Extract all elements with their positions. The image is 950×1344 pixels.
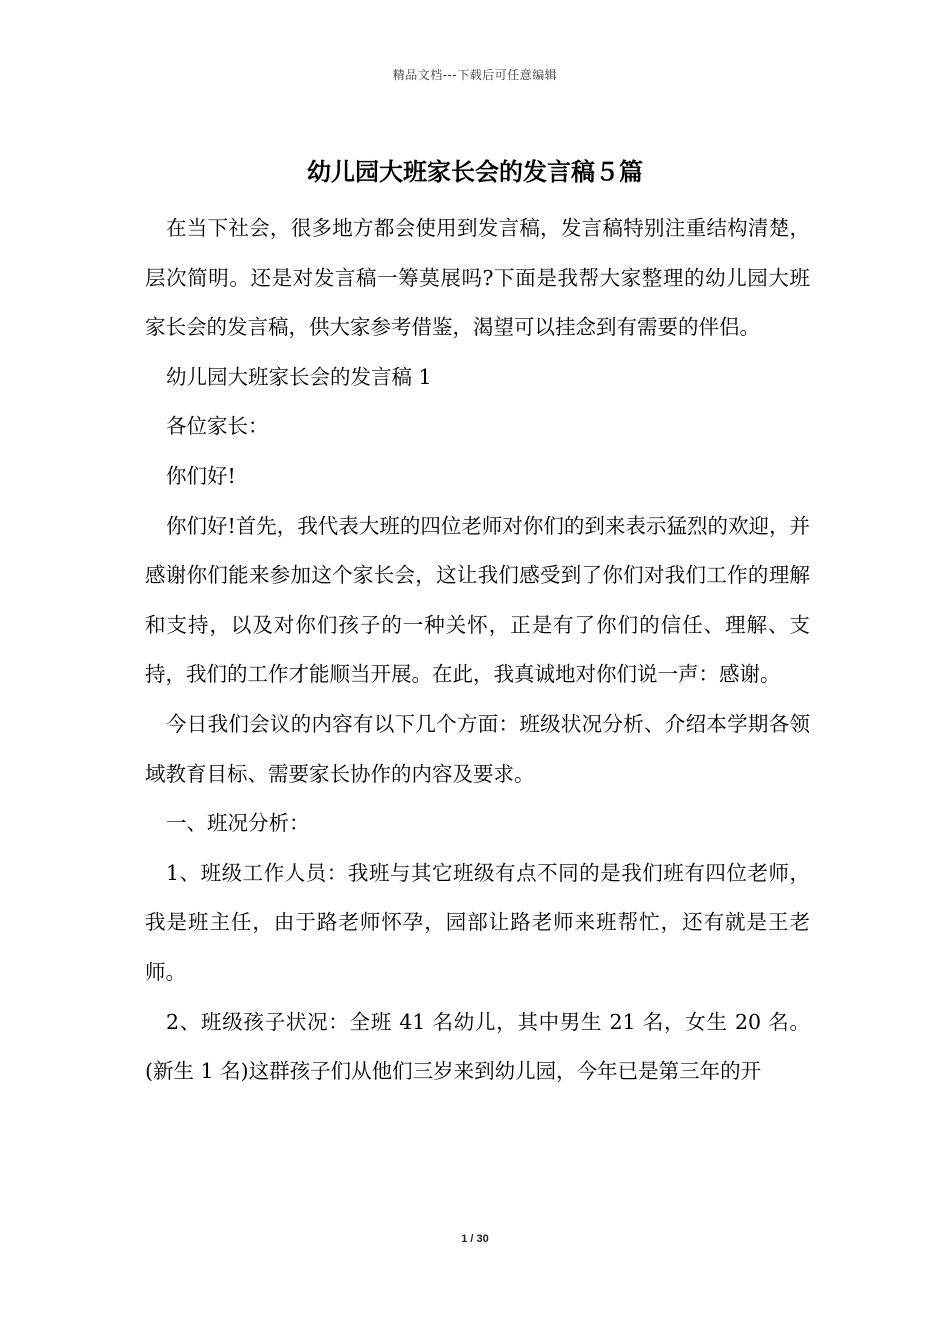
paragraph-class-staff: 1、班级工作人员：我班与其它班级有点不同的是我们班有四位老师，我是班主任，由于路老师怀孕，园部让路老师来班帮忙，还有就是王老师。 — [145, 860, 810, 984]
paragraph-class-children: 2、班级孩子状况：全班 41 名幼儿，其中男生 21 名，女生 20 名。(新生 1 名)这群孩子们从他们三岁来到幼儿园，今年已是第三年的开 — [145, 1009, 810, 1084]
paragraph-greeting: 你们好! — [166, 463, 236, 488]
page-number: 1 / 30 — [461, 1233, 489, 1245]
paragraph-agenda: 今日我们会议的内容有以下几个方面：班级状况分析、介绍本学期各领域教育目标、需要家长协作的内容及要求。 — [145, 711, 810, 786]
paragraph-welcome: 你们好!首先，我代表大班的四位老师对你们的到来表示猛烈的欢迎，并感谢你们能来参加这个家长会，这让我们感受到了你们对我们工作的理解和支持，以及对你们孩子的一种关怀，正是有了你们的信任、理解、支持，我们的工作才能顺当开展。在此，我真诚地对你们说一声：感谢。 — [145, 513, 810, 687]
paragraph-salutation: 各位家长： — [166, 414, 269, 439]
paragraph-class-analysis-heading: 一、班况分析： — [166, 811, 310, 836]
document-title: 幼儿园大班家长会的发言稿５篇 — [307, 158, 643, 186]
paragraph-intro: 在当下社会，很多地方都会使用到发言稿，发言稿特别注重结构清楚，层次简明。还是对发言稿一筹莫展吗?下面是我帮大家整理的幼儿园大班家长会的发言稿，供大家参考借鉴，渴望可以挂念到有需要的伴侣。 — [145, 216, 810, 340]
document-body — [145, 204, 810, 1097]
paragraph-section-heading: 幼儿园大班家长会的发言稿 1 — [166, 364, 432, 389]
page-header: 精品文档---下载后可任意编辑 — [392, 68, 558, 82]
